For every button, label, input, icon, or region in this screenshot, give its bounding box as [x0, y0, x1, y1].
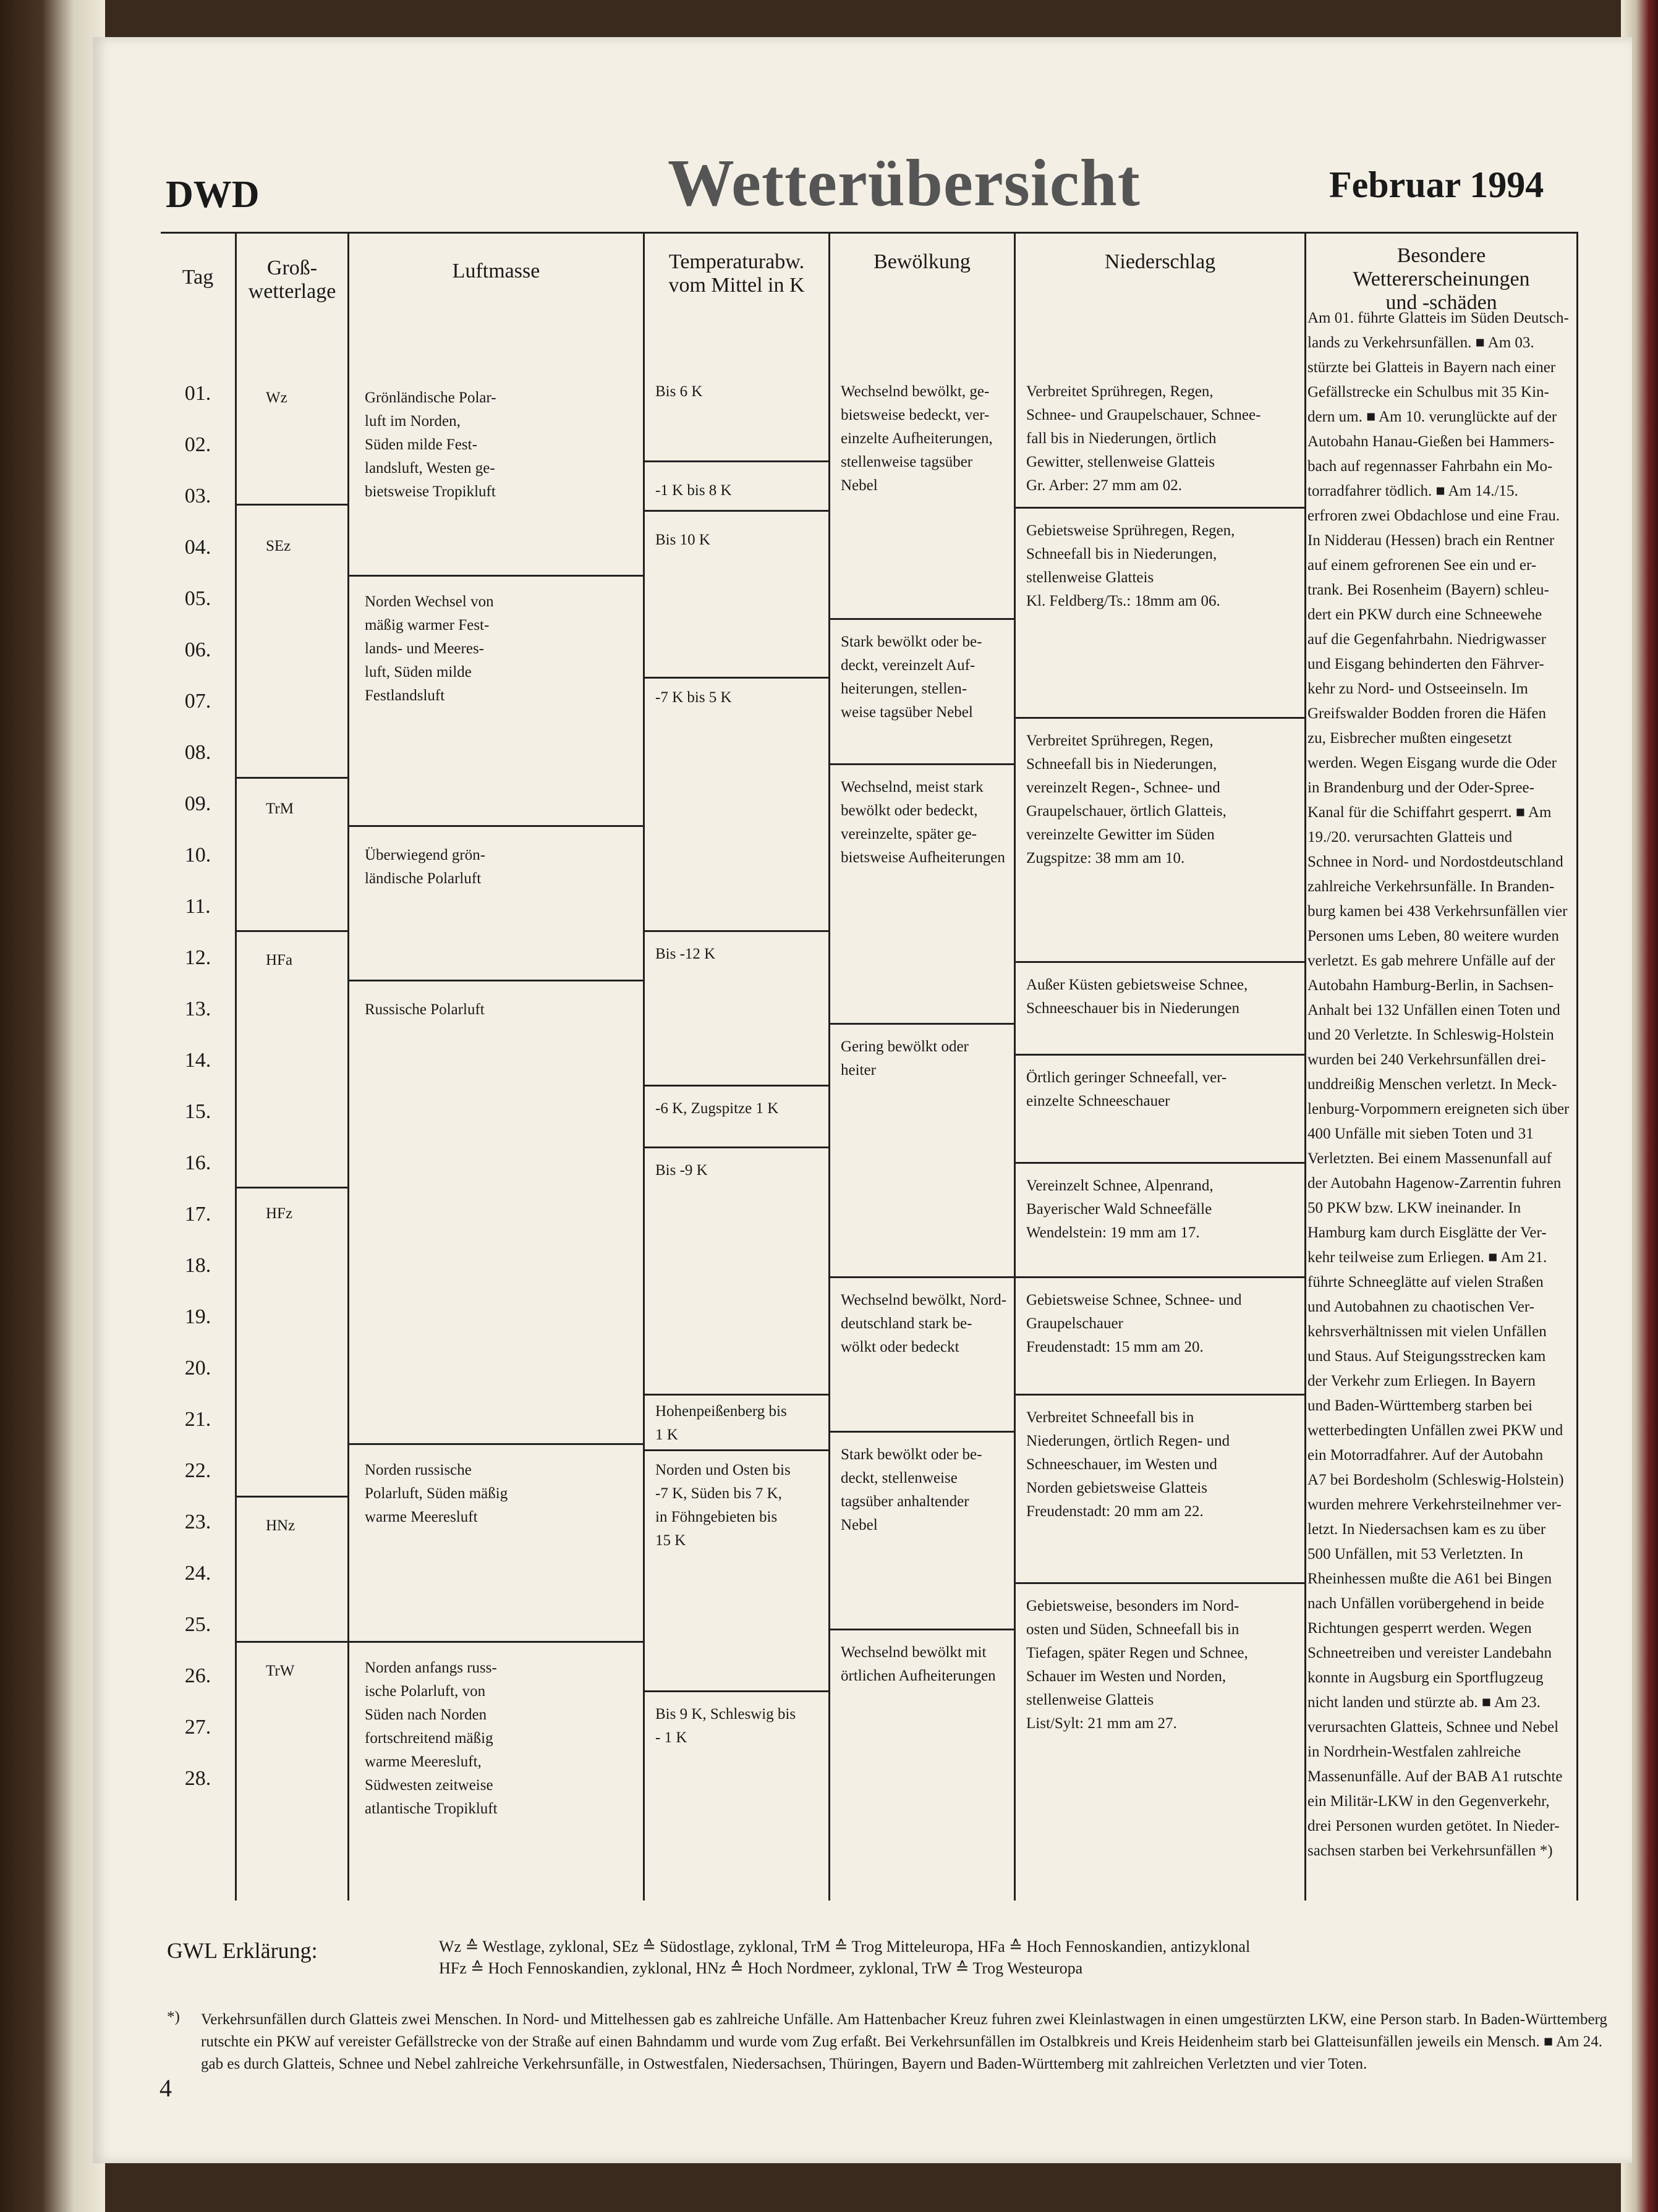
niederschlag-divider	[1016, 1276, 1304, 1278]
legend-title: GWL Erklärung:	[167, 1938, 318, 1963]
temperatur-divider	[645, 1394, 828, 1396]
niederschlag-divider	[1016, 1162, 1304, 1164]
niederschlag-entry: Verbreitet Sprühregen, Regen, Schnee- und Graupelschauer, Schnee- fall bis in Niederungen, örtlich Gewitter, stellenweise Glatteis Gr. Arber: 27 mm am 02.	[1026, 383, 1261, 494]
temperatur-entry: Bis 6 K	[655, 383, 703, 400]
day-label: 14.	[184, 1049, 211, 1072]
day-label: 21.	[184, 1408, 211, 1431]
day-label: 27.	[184, 1716, 211, 1739]
day-label: 23.	[184, 1511, 211, 1533]
day-label: 09.	[184, 792, 211, 815]
column-divider	[828, 232, 830, 1901]
col-header-niederschlag: Niederschlag	[1104, 250, 1216, 273]
gwl-divider	[237, 930, 347, 932]
bewoelkung-entry: Wechselnd bewölkt mit örtlichen Aufheiterungen	[841, 1644, 996, 1684]
col-header-temperatur: Temperaturabw. vom Mittel in K	[668, 250, 805, 297]
luftmasse-entry: Norden russische Polarluft, Süden mäßig warme Meeresluft	[365, 1462, 508, 1525]
day-label: 02.	[184, 433, 211, 456]
day-label: 05.	[184, 587, 211, 610]
footnote-text: Verkehrsunfällen durch Glatteis zwei Menschen. In Nord- und Mittelhessen gab es zahlreiche Unfälle. Am Hattenbacher Kreuz fuhren zwei Kleinlastwagen in einen umgestürzten LKW, eine Person starb. In Baden-Württemberg rutschte ein PKW auf vereister Gefällstrecke von der Straße auf einen Bahndamm und wurde vom Zug erfaßt. Bei Verkehrsunfällen im Ostalbkreis und Kreis Heidenheim starb bei Glatteisunfällen jeweils ein Mensch. ■ Am 24. gab es durch Glatteis, Schnee und Nebel zahlreiche Verkehrsunfälle, in Ostwestfalen, Niedersachsen, Thüringen, Bayern und Baden-Württemberg mit zahlreichen Verletzten und vier Toten.	[201, 2011, 1607, 2072]
luftmasse-divider	[349, 575, 643, 577]
day-label: 17.	[184, 1203, 211, 1226]
day-label: 03.	[184, 485, 211, 507]
page-title: Wetterübersicht	[668, 146, 1141, 220]
temperatur-divider	[645, 1085, 828, 1087]
special-events-text: Am 01. führte Glatteis im Süden Deutsch- lands zu Verkehrsunfällen. ■ Am 03. stürzte bei Glatteis in Bayern nach einer Gefällstrecke ein Schulbus mit 35 Kin- dern um. ■ Am 10. verunglückte auf der Autobahn Hanau-Gießen bei Hammers- bach auf regennasser Fahrbahn ein Mo- torradfahrer tödlich. ■ Am 14./15. erfroren zwei Obdachlose und eine Frau. In Nidderau (Hessen) brach ein Rentner auf einem gefrorenen See ein und er- trank. Bei Rosenheim (Bayern) schleu- dert ein PKW durch eine Schneewehe auf die Gegenfahrbahn. Niedrigwasser und Eisgang behinderten den Fährver- kehr zu Nord- und Ostseeinseln. Im Greifswalder Bodden froren die Häfen zu, Eisbrecher mußten eingesetzt werden. Wegen Eisgang wurde die Oder in Brandenburg und der Oder-Spree- Kanal für die Schiffahrt gesperrt. ■ Am 19./20. verursachten Glatteis und Schnee in Nord- und Nordostdeutschland zahlreiche Verkehrsunfälle. In Branden- burg kamen bei 438 Verkehrsunfällen vier Personen ums Leben, 80 weitere wurden verletzt. Es gab mehrere Unfälle auf der Autobahn Hamburg-Berlin, in Sachsen- Anhalt bei 132 Unfällen einen Toten und und 20 Verletzte. In Schleswig-Holstein wurden bei 240 Verkehrsunfällen drei- unddreißig Menschen verletzt. In Meck- lenburg-Vorpommern ereigneten sich über 400 Unfälle mit sieben Toten und 31 Verletzten. Bei einem Massenunfall auf der Autobahn Hagenow-Zarrentin fuhren 50 PKW bzw. LKW ineinander. In Hamburg kam durch Eisglätte der Ver- kehr teilweise zum Erliegen. ■ Am 21. führte Schneeglätte auf vielen Straßen und Autobahnen zu chaotischen Ver- kehrsverhältnissen mit vielen Unfällen und Staus. Auf Steigungsstrecken kam der Verkehr zum Erliegen. In Bayern und Baden-Württemberg starben bei wetterbedingten Unfällen zwei PKW und ein Motorradfahrer. Auf der Autobahn A7 bei Bordesholm (Schleswig-Holstein) wurden mehrere Verkehrsteilnehmer ver- letzt. In Niedersachsen kam es zu über 500 Unfällen, mit 53 Verletzten. In Rheinhessen mußte die A61 bei Bingen nach Unfällen vorübergehend in beide Richtungen gesperrt werden. Wegen Schneetreiben und vereister Landebahn konnte in Augsburg ein Sportflugzeug nicht landen und stürzte ab. ■ Am 23. verursachten Glatteis, Schnee und Nebel in Nordrhein-Westfalen zahlreiche Massenunfälle. Auf der BAB A1 rutschte ein Militär-LKW in den Gegenverkehr, drei Personen wurden getötet. In Nieder- sachsen starben bei Verkehrsunfällen *)	[1307, 310, 1570, 1859]
niederschlag-divider	[1016, 1582, 1304, 1584]
bewoelkung-divider	[830, 1629, 1014, 1630]
day-label: 13.	[184, 998, 211, 1020]
niederschlag-entry: Verbreitet Schneefall bis in Niederungen, örtlich Regen- und Schneeschauer, im Westen und Norden gebietsweise Glatteis Freudenstadt: 20 mm am 22.	[1026, 1409, 1230, 1520]
luftmasse-entry: Norden Wechsel von mäßig warmer Fest- lands- und Meeres- luft, Süden milde Festlandsluft	[365, 593, 494, 704]
legend-line: HFz ≙ Hoch Fennoskandien, zyklonal, HNz ≙ Hoch Nordmeer, zyklonal, TrW ≙ Trog Westeuropa	[439, 1959, 1083, 1977]
day-label: 01.	[184, 382, 211, 405]
day-label: 20.	[184, 1357, 211, 1379]
legend-line: Wz ≙ Westlage, zyklonal, SEz ≙ Südostlage, zyklonal, TrM ≙ Trog Mitteleuropa, HFa ≙ Hoch Fennoskandien, antizyklonal	[439, 1938, 1251, 1956]
day-label: 08.	[184, 741, 211, 764]
niederschlag-divider	[1016, 1054, 1304, 1056]
gwl-code: TrM	[266, 800, 294, 817]
temperatur-divider	[645, 510, 828, 512]
gwl-divider	[237, 1187, 347, 1189]
column-divider	[347, 232, 349, 1901]
col-header-luftmasse: Luftmasse	[452, 260, 540, 282]
day-label: 24.	[184, 1562, 211, 1585]
page-number: 4	[159, 2074, 172, 2102]
luftmasse-divider	[349, 825, 643, 827]
gwl-divider	[237, 1641, 347, 1643]
publisher-label: DWD	[166, 174, 260, 216]
bewoelkung-divider	[830, 1276, 1014, 1278]
niederschlag-divider	[1016, 961, 1304, 963]
day-label: 26.	[184, 1664, 211, 1687]
bewoelkung-divider	[830, 763, 1014, 765]
day-label: 07.	[184, 690, 211, 713]
day-label: 28.	[184, 1767, 211, 1790]
book-binding-left	[0, 0, 105, 2212]
niederschlag-entry: Außer Küsten gebietsweise Schnee, Schneeschauer bis in Niederungen	[1026, 977, 1248, 1017]
weather-table	[161, 232, 1583, 1925]
bewoelkung-entry: Stark bewölkt oder be- deckt, stellenweise tagsüber anhaltender Nebel	[841, 1446, 982, 1533]
niederschlag-entry: Vereinzelt Schnee, Alpenrand, Bayerischer Wald Schneefälle Wendelstein: 19 mm am 17.	[1026, 1177, 1214, 1241]
document-page	[93, 37, 1632, 2163]
bewoelkung-divider	[830, 618, 1014, 620]
temperatur-entry: -6 K, Zugspitze 1 K	[655, 1100, 779, 1117]
temperatur-entry: -1 K bis 8 K	[655, 482, 732, 499]
bewoelkung-entry: Wechselnd bewölkt, Nord- deutschland stark be- wölkt oder bedeckt	[841, 1292, 1007, 1355]
gwl-code: Wz	[266, 389, 287, 406]
luftmasse-entry: Grönländische Polar- luft im Norden, Süden milde Fest- landsluft, Westen ge- bietsweise Tropikluft	[365, 389, 496, 500]
temperatur-entry: Hohenpeißenberg bis 1 K	[655, 1403, 787, 1443]
table-right-border	[1576, 232, 1578, 1901]
day-label: 10.	[184, 844, 211, 867]
bewoelkung-divider	[830, 1023, 1014, 1025]
luftmasse-entry: Überwiegend grön- ländische Polarluft	[365, 847, 486, 887]
day-label: 22.	[184, 1459, 211, 1482]
gwl-code: HNz	[266, 1517, 295, 1534]
gwl-code: TrW	[266, 1663, 295, 1679]
temperatur-divider	[645, 677, 828, 679]
bewoelkung-entry: Wechselnd bewölkt, ge- bietsweise bedeckt, ver- einzelte Aufheiterungen, stellenweise tagsüber Nebel	[841, 383, 993, 494]
gwl-code: HFz	[266, 1205, 293, 1222]
day-label: 15.	[184, 1100, 211, 1123]
temperatur-entry: Norden und Osten bis -7 K, Süden bis 7 K, in Föhngebieten bis 15 K	[655, 1462, 791, 1549]
column-divider	[1014, 232, 1016, 1901]
niederschlag-entry: Gebietsweise Sprühregen, Regen, Schneefall bis in Niederungen, stellenweise Glatteis Kl. Feldberg/Ts.: 18mm am 06.	[1026, 522, 1235, 609]
col-header-tag: Tag	[182, 266, 214, 289]
temperatur-entry: Bis -12 K	[655, 946, 716, 962]
temperatur-entry: -7 K bis 5 K	[655, 689, 732, 706]
luftmasse-entry: Norden anfangs russ- ische Polarluft, von Süden nach Norden fortschreitend mäßig warme Meeresluft, Südwesten zeitweise atlantische Tropikluft	[365, 1659, 498, 1817]
niederschlag-divider	[1016, 507, 1304, 509]
column-divider	[235, 232, 237, 1901]
gwl-code: HFa	[266, 952, 293, 968]
niederschlag-divider	[1016, 1394, 1304, 1396]
luftmasse-divider	[349, 1641, 643, 1643]
col-header-bewoelkung: Bewölkung	[874, 250, 971, 273]
temperatur-divider	[645, 930, 828, 932]
luftmasse-divider	[349, 980, 643, 981]
temperatur-divider	[645, 1449, 828, 1451]
day-label: 18.	[184, 1254, 211, 1277]
niederschlag-entry: Gebietsweise, besonders im Nord- osten und Süden, Schneefall bis in Tiefagen, später Regen und Schnee, Schauer im Westen und Norden, stellenweise Glatteis List/Sylt: 21 mm am 27.	[1026, 1598, 1248, 1732]
gwl-divider	[237, 777, 347, 779]
niederschlag-entry: Örtlich geringer Schneefall, ver- einzelte Schneeschauer	[1026, 1069, 1227, 1109]
day-label: 11.	[185, 895, 211, 918]
temperatur-divider	[645, 1690, 828, 1692]
month-year: Februar 1994	[1329, 164, 1544, 205]
col-header-besondere: Besondere Wettererscheinungen und -schäden	[1353, 244, 1530, 314]
bewoelkung-entry: Gering bewölkt oder heiter	[841, 1038, 969, 1078]
temperatur-entry: Bis 9 K, Schleswig bis - 1 K	[655, 1706, 796, 1746]
bewoelkung-entry: Wechselnd, meist stark bewölkt oder bedeckt, vereinzelte, später ge- bietsweise Aufheiterungen	[841, 779, 1005, 866]
day-label: 04.	[184, 536, 211, 559]
gwl-divider	[237, 504, 347, 506]
day-label: 16.	[184, 1151, 211, 1174]
temperatur-divider	[645, 460, 828, 462]
table-top-rule	[161, 232, 1576, 234]
footnote-mark: *)	[167, 2009, 180, 2025]
column-divider	[643, 232, 645, 1901]
bewoelkung-entry: Stark bewölkt oder be- deckt, vereinzelt Auf- heiterungen, stellen- weise tagsüber Nebel	[841, 634, 982, 721]
day-label: 19.	[184, 1305, 211, 1328]
day-label: 25.	[184, 1613, 211, 1636]
bewoelkung-divider	[830, 1431, 1014, 1433]
temperatur-entry: Bis 10 K	[655, 532, 710, 548]
niederschlag-entry: Verbreitet Sprühregen, Regen, Schneefall bis in Niederungen, vereinzelt Regen-, Schnee- und Graupelschauer, örtlich Glatteis, vereinzelte Gewitter im Süden Zugspitze: 38 mm am 10.	[1026, 732, 1226, 867]
day-label: 12.	[184, 946, 211, 969]
gwl-divider	[237, 1496, 347, 1498]
col-header-gwl: Groß- wetterlage	[248, 256, 336, 303]
column-divider	[1304, 232, 1306, 1901]
niederschlag-entry: Gebietsweise Schnee, Schnee- und Graupelschauer Freudenstadt: 15 mm am 20.	[1026, 1292, 1242, 1355]
luftmasse-divider	[349, 1443, 643, 1445]
gwl-code: SEz	[266, 538, 291, 554]
temperatur-entry: Bis -9 K	[655, 1162, 708, 1179]
luftmasse-entry: Russische Polarluft	[365, 1001, 485, 1018]
niederschlag-divider	[1016, 717, 1304, 719]
temperatur-divider	[645, 1146, 828, 1148]
day-label: 06.	[184, 638, 211, 661]
